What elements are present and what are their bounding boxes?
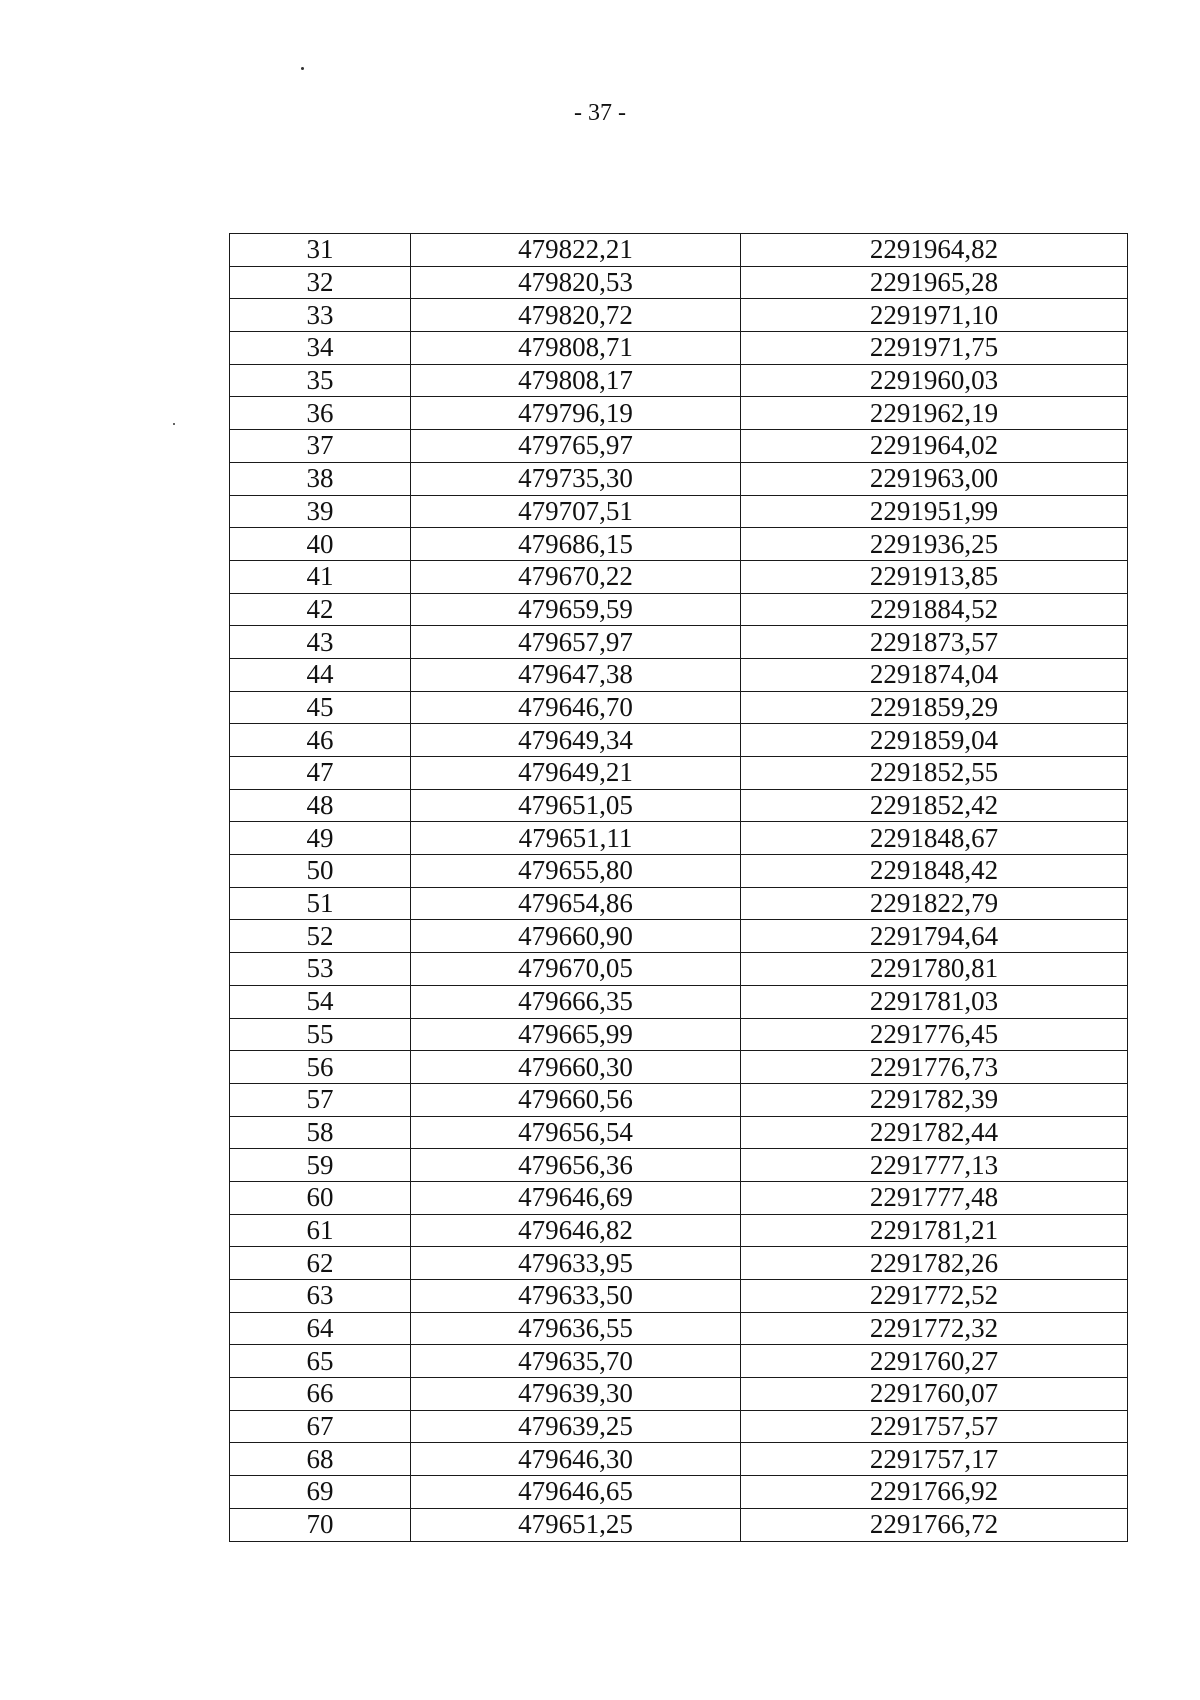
point-number-cell: 42 xyxy=(230,593,411,626)
table-row xyxy=(230,1280,1128,1313)
table-row xyxy=(230,560,1128,593)
y-coordinate-cell: 2291780,81 xyxy=(741,953,1128,986)
y-coordinate-cell: 2291874,04 xyxy=(741,658,1128,691)
x-coordinate-cell: 479707,51 xyxy=(411,495,741,528)
point-number-cell: 41 xyxy=(230,560,411,593)
table-row xyxy=(230,397,1128,430)
table-row xyxy=(230,1378,1128,1411)
x-coordinate-cell: 479670,22 xyxy=(411,560,741,593)
coordinates-table-body xyxy=(230,234,1128,1542)
point-number-cell: 56 xyxy=(230,1051,411,1084)
x-coordinate-cell: 479796,19 xyxy=(411,397,741,430)
table-row xyxy=(230,757,1128,790)
y-coordinate-cell: 2291936,25 xyxy=(741,528,1128,561)
point-number-cell: 70 xyxy=(230,1508,411,1541)
point-number-cell: 38 xyxy=(230,462,411,495)
point-number-cell: 40 xyxy=(230,528,411,561)
x-coordinate-cell: 479808,17 xyxy=(411,364,741,397)
point-number-cell: 47 xyxy=(230,757,411,790)
point-number-cell: 54 xyxy=(230,985,411,1018)
point-number-cell: 36 xyxy=(230,397,411,430)
x-coordinate-cell: 479657,97 xyxy=(411,626,741,659)
y-coordinate-cell: 2291965,28 xyxy=(741,266,1128,299)
table-row xyxy=(230,887,1128,920)
x-coordinate-cell: 479656,36 xyxy=(411,1149,741,1182)
x-coordinate-cell: 479646,82 xyxy=(411,1214,741,1247)
table-row xyxy=(230,626,1128,659)
x-coordinate-cell: 479633,50 xyxy=(411,1280,741,1313)
table-row xyxy=(230,266,1128,299)
point-number-cell: 64 xyxy=(230,1312,411,1345)
y-coordinate-cell: 2291760,07 xyxy=(741,1378,1128,1411)
y-coordinate-cell: 2291848,42 xyxy=(741,855,1128,888)
coordinates-table xyxy=(229,233,1128,1542)
y-coordinate-cell: 2291766,72 xyxy=(741,1508,1128,1541)
x-coordinate-cell: 479635,70 xyxy=(411,1345,741,1378)
y-coordinate-cell: 2291772,52 xyxy=(741,1280,1128,1313)
y-coordinate-cell: 2291971,75 xyxy=(741,332,1128,365)
point-number-cell: 52 xyxy=(230,920,411,953)
table-row xyxy=(230,920,1128,953)
point-number-cell: 51 xyxy=(230,887,411,920)
y-coordinate-cell: 2291766,92 xyxy=(741,1476,1128,1509)
table-row xyxy=(230,495,1128,528)
x-coordinate-cell: 479660,90 xyxy=(411,920,741,953)
table-row xyxy=(230,1247,1128,1280)
point-number-cell: 31 xyxy=(230,234,411,267)
x-coordinate-cell: 479646,65 xyxy=(411,1476,741,1509)
table-row xyxy=(230,789,1128,822)
y-coordinate-cell: 2291782,39 xyxy=(741,1083,1128,1116)
x-coordinate-cell: 479665,99 xyxy=(411,1018,741,1051)
y-coordinate-cell: 2291964,02 xyxy=(741,430,1128,463)
point-number-cell: 37 xyxy=(230,430,411,463)
point-number-cell: 50 xyxy=(230,855,411,888)
point-number-cell: 65 xyxy=(230,1345,411,1378)
table-row xyxy=(230,1149,1128,1182)
point-number-cell: 34 xyxy=(230,332,411,365)
y-coordinate-cell: 2291777,48 xyxy=(741,1181,1128,1214)
x-coordinate-cell: 479660,56 xyxy=(411,1083,741,1116)
table-row xyxy=(230,658,1128,691)
table-row xyxy=(230,364,1128,397)
table-row xyxy=(230,1214,1128,1247)
x-coordinate-cell: 479649,21 xyxy=(411,757,741,790)
point-number-cell: 58 xyxy=(230,1116,411,1149)
table-row xyxy=(230,1051,1128,1084)
point-number-cell: 49 xyxy=(230,822,411,855)
table-row xyxy=(230,430,1128,463)
page-number: - 37 - xyxy=(574,100,626,126)
x-coordinate-cell: 479735,30 xyxy=(411,462,741,495)
table-row xyxy=(230,1018,1128,1051)
y-coordinate-cell: 2291776,45 xyxy=(741,1018,1128,1051)
x-coordinate-cell: 479654,86 xyxy=(411,887,741,920)
y-coordinate-cell: 2291859,04 xyxy=(741,724,1128,757)
y-coordinate-cell: 2291852,55 xyxy=(741,757,1128,790)
table-row xyxy=(230,234,1128,267)
x-coordinate-cell: 479651,05 xyxy=(411,789,741,822)
table-row xyxy=(230,953,1128,986)
table-row xyxy=(230,593,1128,626)
y-coordinate-cell: 2291852,42 xyxy=(741,789,1128,822)
y-coordinate-cell: 2291757,57 xyxy=(741,1410,1128,1443)
y-coordinate-cell: 2291794,64 xyxy=(741,920,1128,953)
table-row xyxy=(230,332,1128,365)
x-coordinate-cell: 479820,72 xyxy=(411,299,741,332)
point-number-cell: 48 xyxy=(230,789,411,822)
y-coordinate-cell: 2291963,00 xyxy=(741,462,1128,495)
y-coordinate-cell: 2291760,27 xyxy=(741,1345,1128,1378)
x-coordinate-cell: 479651,25 xyxy=(411,1508,741,1541)
y-coordinate-cell: 2291848,67 xyxy=(741,822,1128,855)
y-coordinate-cell: 2291782,44 xyxy=(741,1116,1128,1149)
x-coordinate-cell: 479639,25 xyxy=(411,1410,741,1443)
scan-speck xyxy=(173,423,175,425)
x-coordinate-cell: 479820,53 xyxy=(411,266,741,299)
point-number-cell: 69 xyxy=(230,1476,411,1509)
point-number-cell: 32 xyxy=(230,266,411,299)
x-coordinate-cell: 479659,59 xyxy=(411,593,741,626)
y-coordinate-cell: 2291960,03 xyxy=(741,364,1128,397)
point-number-cell: 68 xyxy=(230,1443,411,1476)
table-row xyxy=(230,1508,1128,1541)
x-coordinate-cell: 479651,11 xyxy=(411,822,741,855)
table-row xyxy=(230,1476,1128,1509)
point-number-cell: 45 xyxy=(230,691,411,724)
point-number-cell: 66 xyxy=(230,1378,411,1411)
point-number-cell: 43 xyxy=(230,626,411,659)
table-row xyxy=(230,985,1128,1018)
y-coordinate-cell: 2291781,03 xyxy=(741,985,1128,1018)
point-number-cell: 44 xyxy=(230,658,411,691)
x-coordinate-cell: 479765,97 xyxy=(411,430,741,463)
x-coordinate-cell: 479666,35 xyxy=(411,985,741,1018)
table-row xyxy=(230,1345,1128,1378)
x-coordinate-cell: 479649,34 xyxy=(411,724,741,757)
x-coordinate-cell: 479655,80 xyxy=(411,855,741,888)
y-coordinate-cell: 2291782,26 xyxy=(741,1247,1128,1280)
point-number-cell: 46 xyxy=(230,724,411,757)
x-coordinate-cell: 479670,05 xyxy=(411,953,741,986)
table-row xyxy=(230,1181,1128,1214)
table-row xyxy=(230,462,1128,495)
x-coordinate-cell: 479686,15 xyxy=(411,528,741,561)
table-row xyxy=(230,691,1128,724)
y-coordinate-cell: 2291964,82 xyxy=(741,234,1128,267)
y-coordinate-cell: 2291873,57 xyxy=(741,626,1128,659)
x-coordinate-cell: 479656,54 xyxy=(411,1116,741,1149)
x-coordinate-cell: 479646,69 xyxy=(411,1181,741,1214)
point-number-cell: 59 xyxy=(230,1149,411,1182)
y-coordinate-cell: 2291822,79 xyxy=(741,887,1128,920)
x-coordinate-cell: 479646,30 xyxy=(411,1443,741,1476)
x-coordinate-cell: 479646,70 xyxy=(411,691,741,724)
table-row xyxy=(230,822,1128,855)
x-coordinate-cell: 479633,95 xyxy=(411,1247,741,1280)
point-number-cell: 67 xyxy=(230,1410,411,1443)
table-row xyxy=(230,528,1128,561)
y-coordinate-cell: 2291971,10 xyxy=(741,299,1128,332)
y-coordinate-cell: 2291859,29 xyxy=(741,691,1128,724)
y-coordinate-cell: 2291884,52 xyxy=(741,593,1128,626)
x-coordinate-cell: 479639,30 xyxy=(411,1378,741,1411)
y-coordinate-cell: 2291772,32 xyxy=(741,1312,1128,1345)
y-coordinate-cell: 2291776,73 xyxy=(741,1051,1128,1084)
point-number-cell: 60 xyxy=(230,1181,411,1214)
point-number-cell: 55 xyxy=(230,1018,411,1051)
y-coordinate-cell: 2291913,85 xyxy=(741,560,1128,593)
table-row xyxy=(230,1443,1128,1476)
point-number-cell: 61 xyxy=(230,1214,411,1247)
y-coordinate-cell: 2291951,99 xyxy=(741,495,1128,528)
table-row xyxy=(230,1410,1128,1443)
point-number-cell: 35 xyxy=(230,364,411,397)
point-number-cell: 57 xyxy=(230,1083,411,1116)
x-coordinate-cell: 479660,30 xyxy=(411,1051,741,1084)
y-coordinate-cell: 2291777,13 xyxy=(741,1149,1128,1182)
x-coordinate-cell: 479822,21 xyxy=(411,234,741,267)
table-row xyxy=(230,299,1128,332)
table-row xyxy=(230,1083,1128,1116)
table-row xyxy=(230,724,1128,757)
y-coordinate-cell: 2291781,21 xyxy=(741,1214,1128,1247)
table-row xyxy=(230,855,1128,888)
point-number-cell: 62 xyxy=(230,1247,411,1280)
y-coordinate-cell: 2291757,17 xyxy=(741,1443,1128,1476)
x-coordinate-cell: 479636,55 xyxy=(411,1312,741,1345)
point-number-cell: 53 xyxy=(230,953,411,986)
table-row xyxy=(230,1312,1128,1345)
point-number-cell: 39 xyxy=(230,495,411,528)
x-coordinate-cell: 479808,71 xyxy=(411,332,741,365)
point-number-cell: 33 xyxy=(230,299,411,332)
x-coordinate-cell: 479647,38 xyxy=(411,658,741,691)
table-row xyxy=(230,1116,1128,1149)
scan-speck xyxy=(301,67,304,70)
y-coordinate-cell: 2291962,19 xyxy=(741,397,1128,430)
point-number-cell: 63 xyxy=(230,1280,411,1313)
